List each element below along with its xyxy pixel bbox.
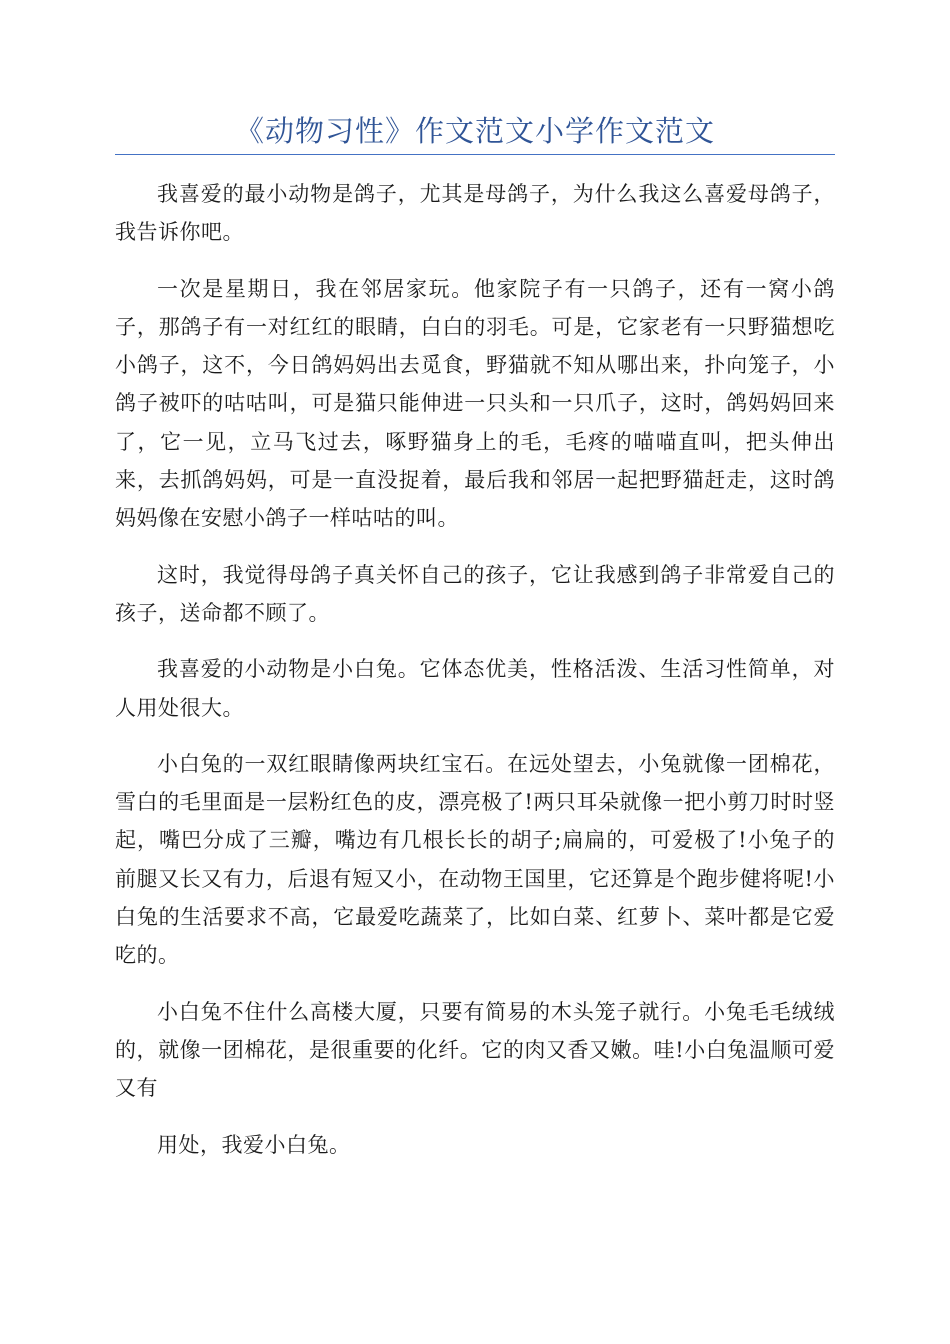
paragraph-2: 一次是星期日，我在邻居家玩。他家院子有一只鸽子，还有一窝小鸽子，那鸽子有一对红红的眼睛，白白的羽毛。可是，它家老有一只野猫想吃小鸽子，这不，今日鸽妈妈出去觅食，野猫就不知从哪出来，扑向笼子，小鸽子被吓的咕咕叫，可是猫只能伸进一只头和一只爪子，这时，鸽妈妈回来了，它一见，立马飞过去，啄野猫身上的毛，毛疼的喵喵直叫，把头伸出来，去抓鸽妈妈，可是一直没捉着，最后我和邻居一起把野猫赶走，这时鸽妈妈像在安慰小鸽子一样咕咕的叫。 bbox=[115, 276, 835, 531]
document-body bbox=[115, 175, 835, 1182]
paragraph-3: 这时，我觉得母鸽子真关怀自己的孩子，它让我感到鸽子非常爱自己的孩子，送命都不顾了。 bbox=[115, 562, 835, 625]
paragraph-5: 小白兔的一双红眼睛像两块红宝石。在远处望去，小兔就像一团棉花，雪白的毛里面是一层粉红色的皮，漂亮极了!两只耳朵就像一把小剪刀时时竖起，嘴巴分成了三瓣，嘴边有几根长长的胡子;扁扁的，可爱极了!小兔子的前腿又长又有力，后退有短又小，在动物王国里，它还算是个跑步健将呢!小白兔的生活要求不高，它最爱吃蔬菜了，比如白菜、红萝卜、菜叶都是它爱吃的。 bbox=[115, 751, 835, 968]
paragraph-7: 用处，我爱小白兔。 bbox=[157, 1132, 351, 1157]
paragraph-1: 我喜爱的最小动物是鸽子，尤其是母鸽子，为什么我这么喜爱母鸽子，我告诉你吧。 bbox=[115, 182, 835, 245]
page-title: 《动物习性》作文范文小学作文范文 bbox=[234, 114, 715, 148]
paragraph-4: 我喜爱的小动物是小白兔。它体态优美，性格活泼、生活习性简单，对人用处很大。 bbox=[115, 657, 835, 720]
paragraph-6: 小白兔不住什么高楼大厦，只要有简易的木头笼子就行。小兔毛毛绒绒的，就像一团棉花，是很重要的化纤。它的肉又香又嫩。哇!小白兔温顺可爱又有 bbox=[115, 999, 835, 1101]
title-underline bbox=[115, 154, 835, 155]
